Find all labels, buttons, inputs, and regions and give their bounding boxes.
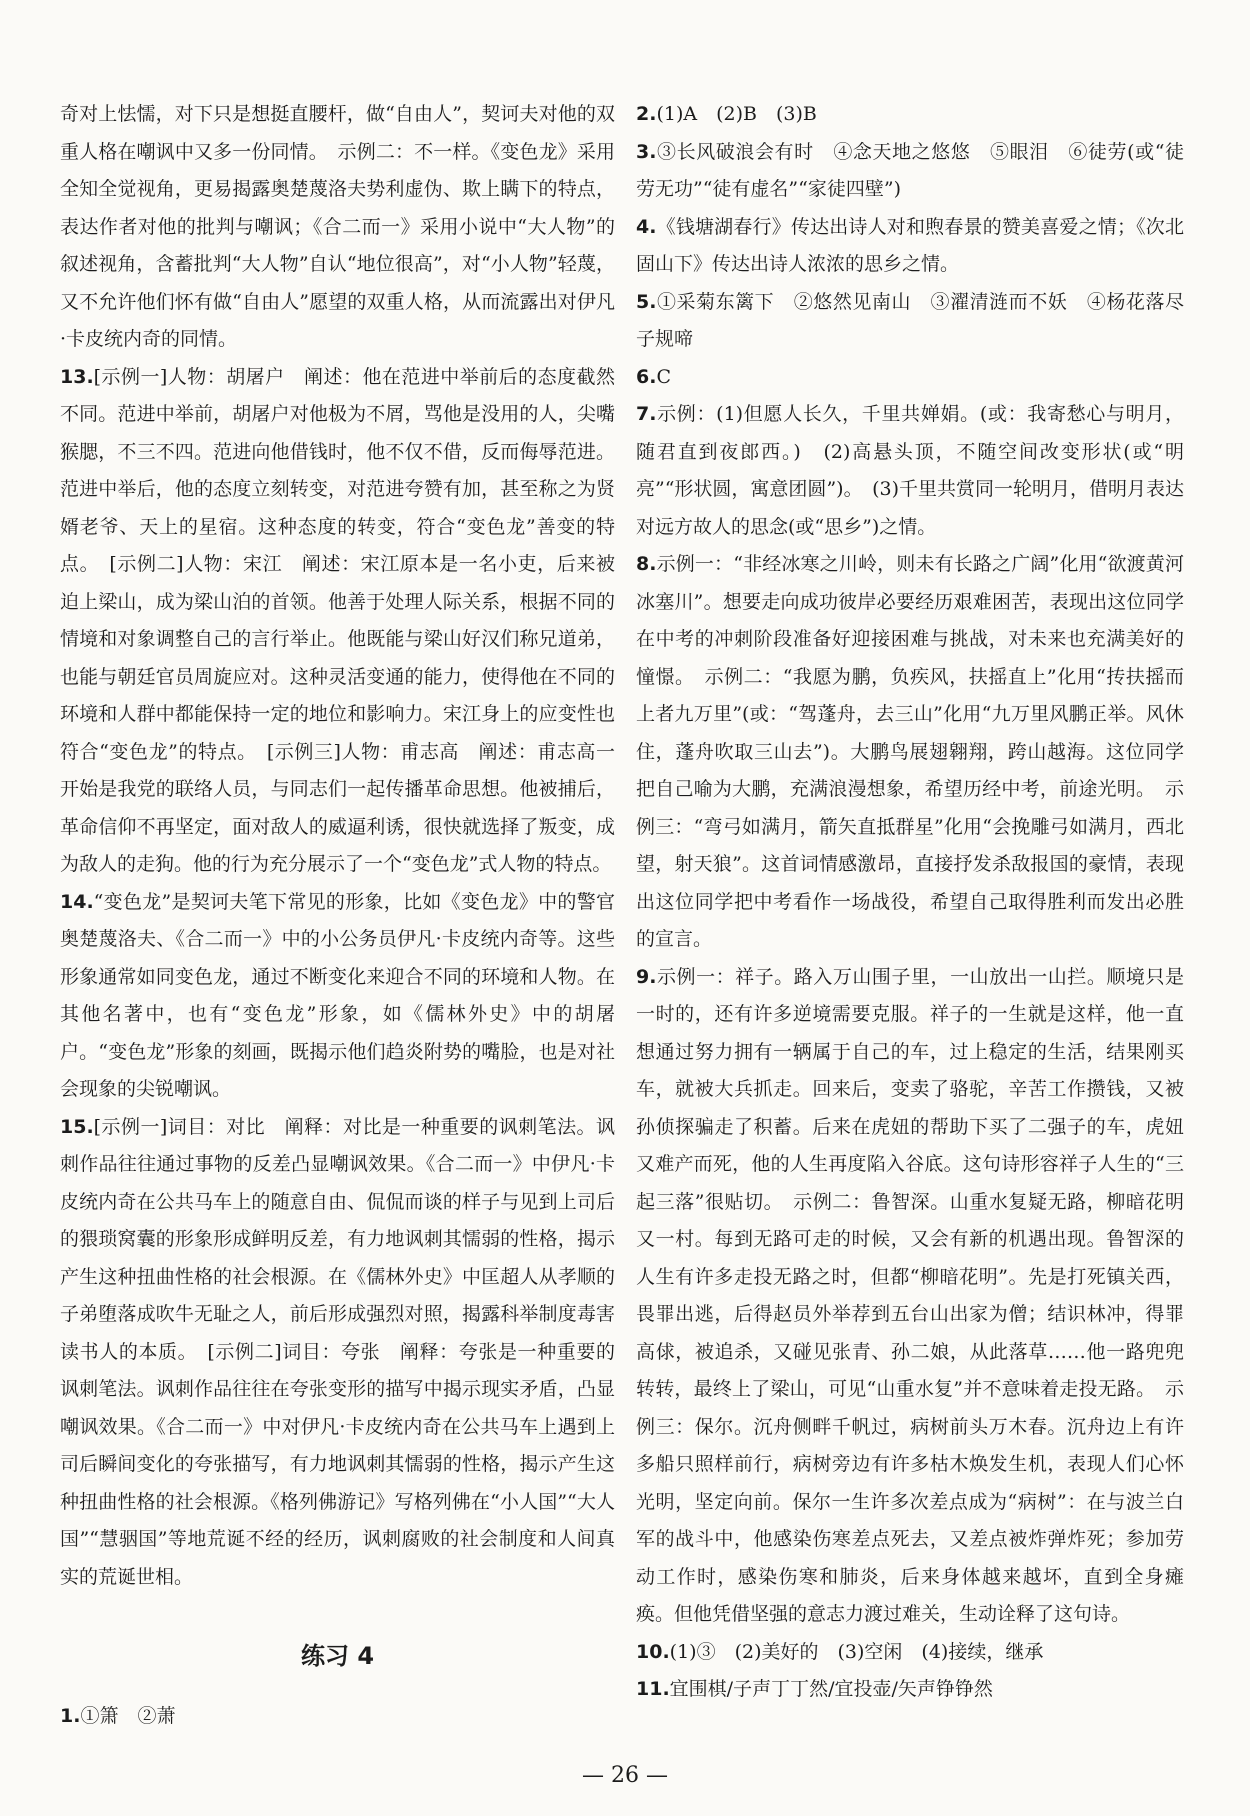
left-column bbox=[60, 96, 615, 1736]
question-number: 10. bbox=[636, 1640, 670, 1663]
question-number: 11. bbox=[636, 1678, 670, 1700]
question-number: 6. bbox=[636, 365, 657, 388]
question-number: 2. bbox=[636, 103, 657, 125]
question-number: 15. bbox=[60, 1115, 94, 1138]
question-number: 1. bbox=[60, 1705, 81, 1727]
answer-13: 13.[示例一]人物：胡屠户 阐述：他在范进中举前后的态度截然不同。范进中举前，胡屠户对他极为不屑，骂他是没用的人，尖嘴猴腮，不三不四。范进向他借钱时，他不仅不借，反而侮辱范进。范进中举后，他的态度立刻转变，对范进夸赞有加，甚至称之为贤婿老爷、天上的星宿。这种态度的转变，符合“变色龙”善变的特点。 [示例二]人物：宋江 阐述：宋江原本是一名小吏，后来被迫上梁山，成为梁山泊的首领。他善于处理人际关系，根据不同的情境和对象调整自己的言行举止。他既能与梁山好汉们称兄道弟，也能与朝廷官员周旋应对。这种灵活变通的能力，使得他在不同的环境和人群中都能保持一定的地位和影响力。宋江身上的应变性也符合“变色龙”的特点。 [示例三]人物：甫志高 阐述：甫志高一开始是我党的联络人员，与同志们一起传播革命思想。他被捕后，革命信仰不再坚定，面对敌人的威逼利诱，很快就选择了叛变，成为敌人的走狗。他的行为充分展示了一个“变色龙”式人物的特点。 bbox=[60, 365, 615, 875]
answer-5: 5.①采菊东篱下 ②悠然见南山 ③濯清涟而不妖 ④杨花落尽子规啼 bbox=[636, 290, 1184, 350]
right-column bbox=[636, 96, 1184, 1709]
answer-1: 1.①箫 ②萧 bbox=[60, 1705, 176, 1727]
page-number: — 26 — bbox=[582, 1763, 668, 1788]
question-number: 5. bbox=[636, 290, 657, 313]
question-number: 3. bbox=[636, 140, 657, 163]
question-number: 7. bbox=[636, 403, 657, 425]
answer-15: 15.[示例一]词目：对比 阐释：对比是一种重要的讽刺笔法。讽刺作品往往通过事物的反差凸显嘲讽效果。《合二而一》中伊凡·卡皮统内奇在公共马车上的随意自由、侃侃而谈的样子与见到上司后的猥琐窝囊的形象形成鲜明反差，有力地讽刺其懦弱的性格，揭示产生这种扭曲性格的社会根源。在《儒林外史》中匡超人从孝顺的子弟堕落成吹牛无耻之人，前后形成强烈对照，揭露科举制度毒害读书人的本质。 [示例二]词目：夸张 阐释：夸张是一种重要的讽刺笔法。讽刺作品往往在夸张变形的描写中揭示现实矛盾，凸显嘲讽效果。《合二而一》中对伊凡·卡皮统内奇在公共马车上遇到上司后瞬间变化的夸张描写，有力地讽刺其懦弱的性格，揭示产生这种扭曲性格的社会根源。《格列佛游记》写格列佛在“小人国”“大人国”“慧骃国”等地荒诞不经的经历，讽刺腐败的社会制度和人间真实的荒诞世相。 bbox=[60, 1115, 615, 1588]
answer-9: 9.示例一：祥子。路入万山围子里，一山放出一山拦。顺境只是一时的，还有许多逆境需要克服。祥子的一生就是这样，他一直想通过努力拥有一辆属于自己的车，过上稳定的生活，结果刚买车，就被大兵抓走。回来后，变卖了骆驼，辛苦工作攒钱，又被孙侦探骗走了积蓄。后来在虎妞的帮助下买了二强子的车，虎妞又难产而死，他的人生再度陷入谷底。这句诗形容祥子人生的“三起三落”很贴切。 示例二：鲁智深。山重水复疑无路，柳暗花明又一村。每到无路可走的时候，又会有新的机遇出现。鲁智深的人生有许多走投无路之时，但都“柳暗花明”。先是打死镇关西，畏罪出逃，后得赵员外举荐到五台山出家为僧；结识林冲，得罪高俅，被追杀，又碰见张青、孙二娘，从此落草……他一路兜兜转转，最终上了梁山，可见“山重水复”并不意味着走投无路。 示例三：保尔。沉舟侧畔千帆过，病树前头万木春。沉舟边上有许多船只照样前行，病树旁边有许多枯木焕发生机，表现人们心怀光明，坚定向前。保尔一生许多次差点成为“病树”：在与波兰白军的战斗中，他感染伤寒差点死去，又差点被炸弹炸死；参加劳动工作时，感染伤寒和肺炎，后来身体越来越坏，直到全身瘫痪。但他凭借坚强的意志力渡过难关，生动诠释了这句诗。 bbox=[636, 965, 1184, 1625]
answer-14: 14.“变色龙”是契诃夫笔下常见的形象，比如《变色龙》中的警官奥楚蔑洛夫、《合二而一》中的小公务员伊凡·卡皮统内奇等。这些形象通常如同变色龙，通过不断变化来迎合不同的环境和人物。在其他名著中，也有“变色龙”形象，如《儒林外史》中的胡屠户。“变色龙”形象的刻画，既揭示他们趋炎附势的嘴脸，也是对社会现象的尖锐嘲讽。 bbox=[60, 890, 615, 1100]
question-number: 14. bbox=[60, 890, 94, 913]
answer-4: 4.《钱塘湖春行》传达出诗人对和煦春景的赞美喜爱之情；《次北固山下》传达出诗人浓浓的思乡之情。 bbox=[636, 215, 1184, 275]
answer-7: 7.示例：(1)但愿人长久，千里共婵娟。(或：我寄愁心与明月，随君直到夜郎西。) (2)高悬头顶，不随空间改变形状(或“明亮”“形状圆，寓意团圆”)。 (3)千里共赏同一轮明月，借明月表达对远方故人的思念(或“思乡”)之情。 bbox=[636, 403, 1184, 538]
question-number: 13. bbox=[60, 365, 94, 388]
answer-12-continued: 奇对上怯懦，对下只是想挺直腰杆，做“自由人”，契诃夫对他的双重人格在嘲讽中又多一份同情。 示例二：不一样。《变色龙》采用全知全觉视角，更易揭露奥楚蔑洛夫势利虚伪、欺上瞒下的特点，表达作者对他的批判与嘲讽；《合二而一》采用小说中“大人物”的叙述视角，含蓄批判“大人物”自认“地位很高”，对“小人物”轻蔑，又不允许他们怀有做“自由人”愿望的双重人格，从而流露出对伊凡·卡皮统内奇的同情。 bbox=[60, 103, 615, 350]
answer-11: 11.宜围棋/子声丁丁然/宜投壶/矢声铮铮然 bbox=[636, 1678, 993, 1700]
answer-8: 8.示例一：“非经冰寒之川岭，则未有长路之广阔”化用“欲渡黄河冰塞川”。想要走向成功彼岸必要经历艰难困苦，表现出这位同学在中考的冲刺阶段准备好迎接困难与挑战，对未来也充满美好的憧憬。 示例二：“我愿为鹏，负疾风，扶摇直上”化用“抟扶摇而上者九万里”(或：“驾蓬舟，去三山”化用“九万里风鹏正举。风休住，蓬舟吹取三山去”)。大鹏鸟展翅翱翔，跨山越海。这位同学把自己喻为大鹏，充满浪漫想象，希望历经中考，前途光明。 示例三：“弯弓如满月，箭矢直抵群星”化用“会挽雕弓如满月，西北望，射天狼”。这首词情感激昂，直接抒发杀敌报国的豪情，表现出这位同学把中考看作一场战役，希望自己取得胜利而发出必胜的宣言。 bbox=[636, 553, 1184, 950]
answer-10: 10.(1)③ (2)美好的 (3)空闲 (4)接续，继承 bbox=[636, 1640, 1044, 1663]
answer-6: 6.C bbox=[636, 365, 671, 388]
question-number: 4. bbox=[636, 215, 657, 238]
question-number: 8. bbox=[636, 553, 657, 575]
question-number: 9. bbox=[636, 965, 657, 988]
answer-3: 3.③长风破浪会有时 ④念天地之悠悠 ⑤眼泪 ⑥徒劳(或“徒劳无功”“徒有虚名”“家徒四壁”) bbox=[636, 140, 1184, 200]
answer-2: 2.(1)A (2)B (3)B bbox=[636, 103, 817, 125]
section-title: 练习 4 bbox=[300, 1642, 375, 1670]
